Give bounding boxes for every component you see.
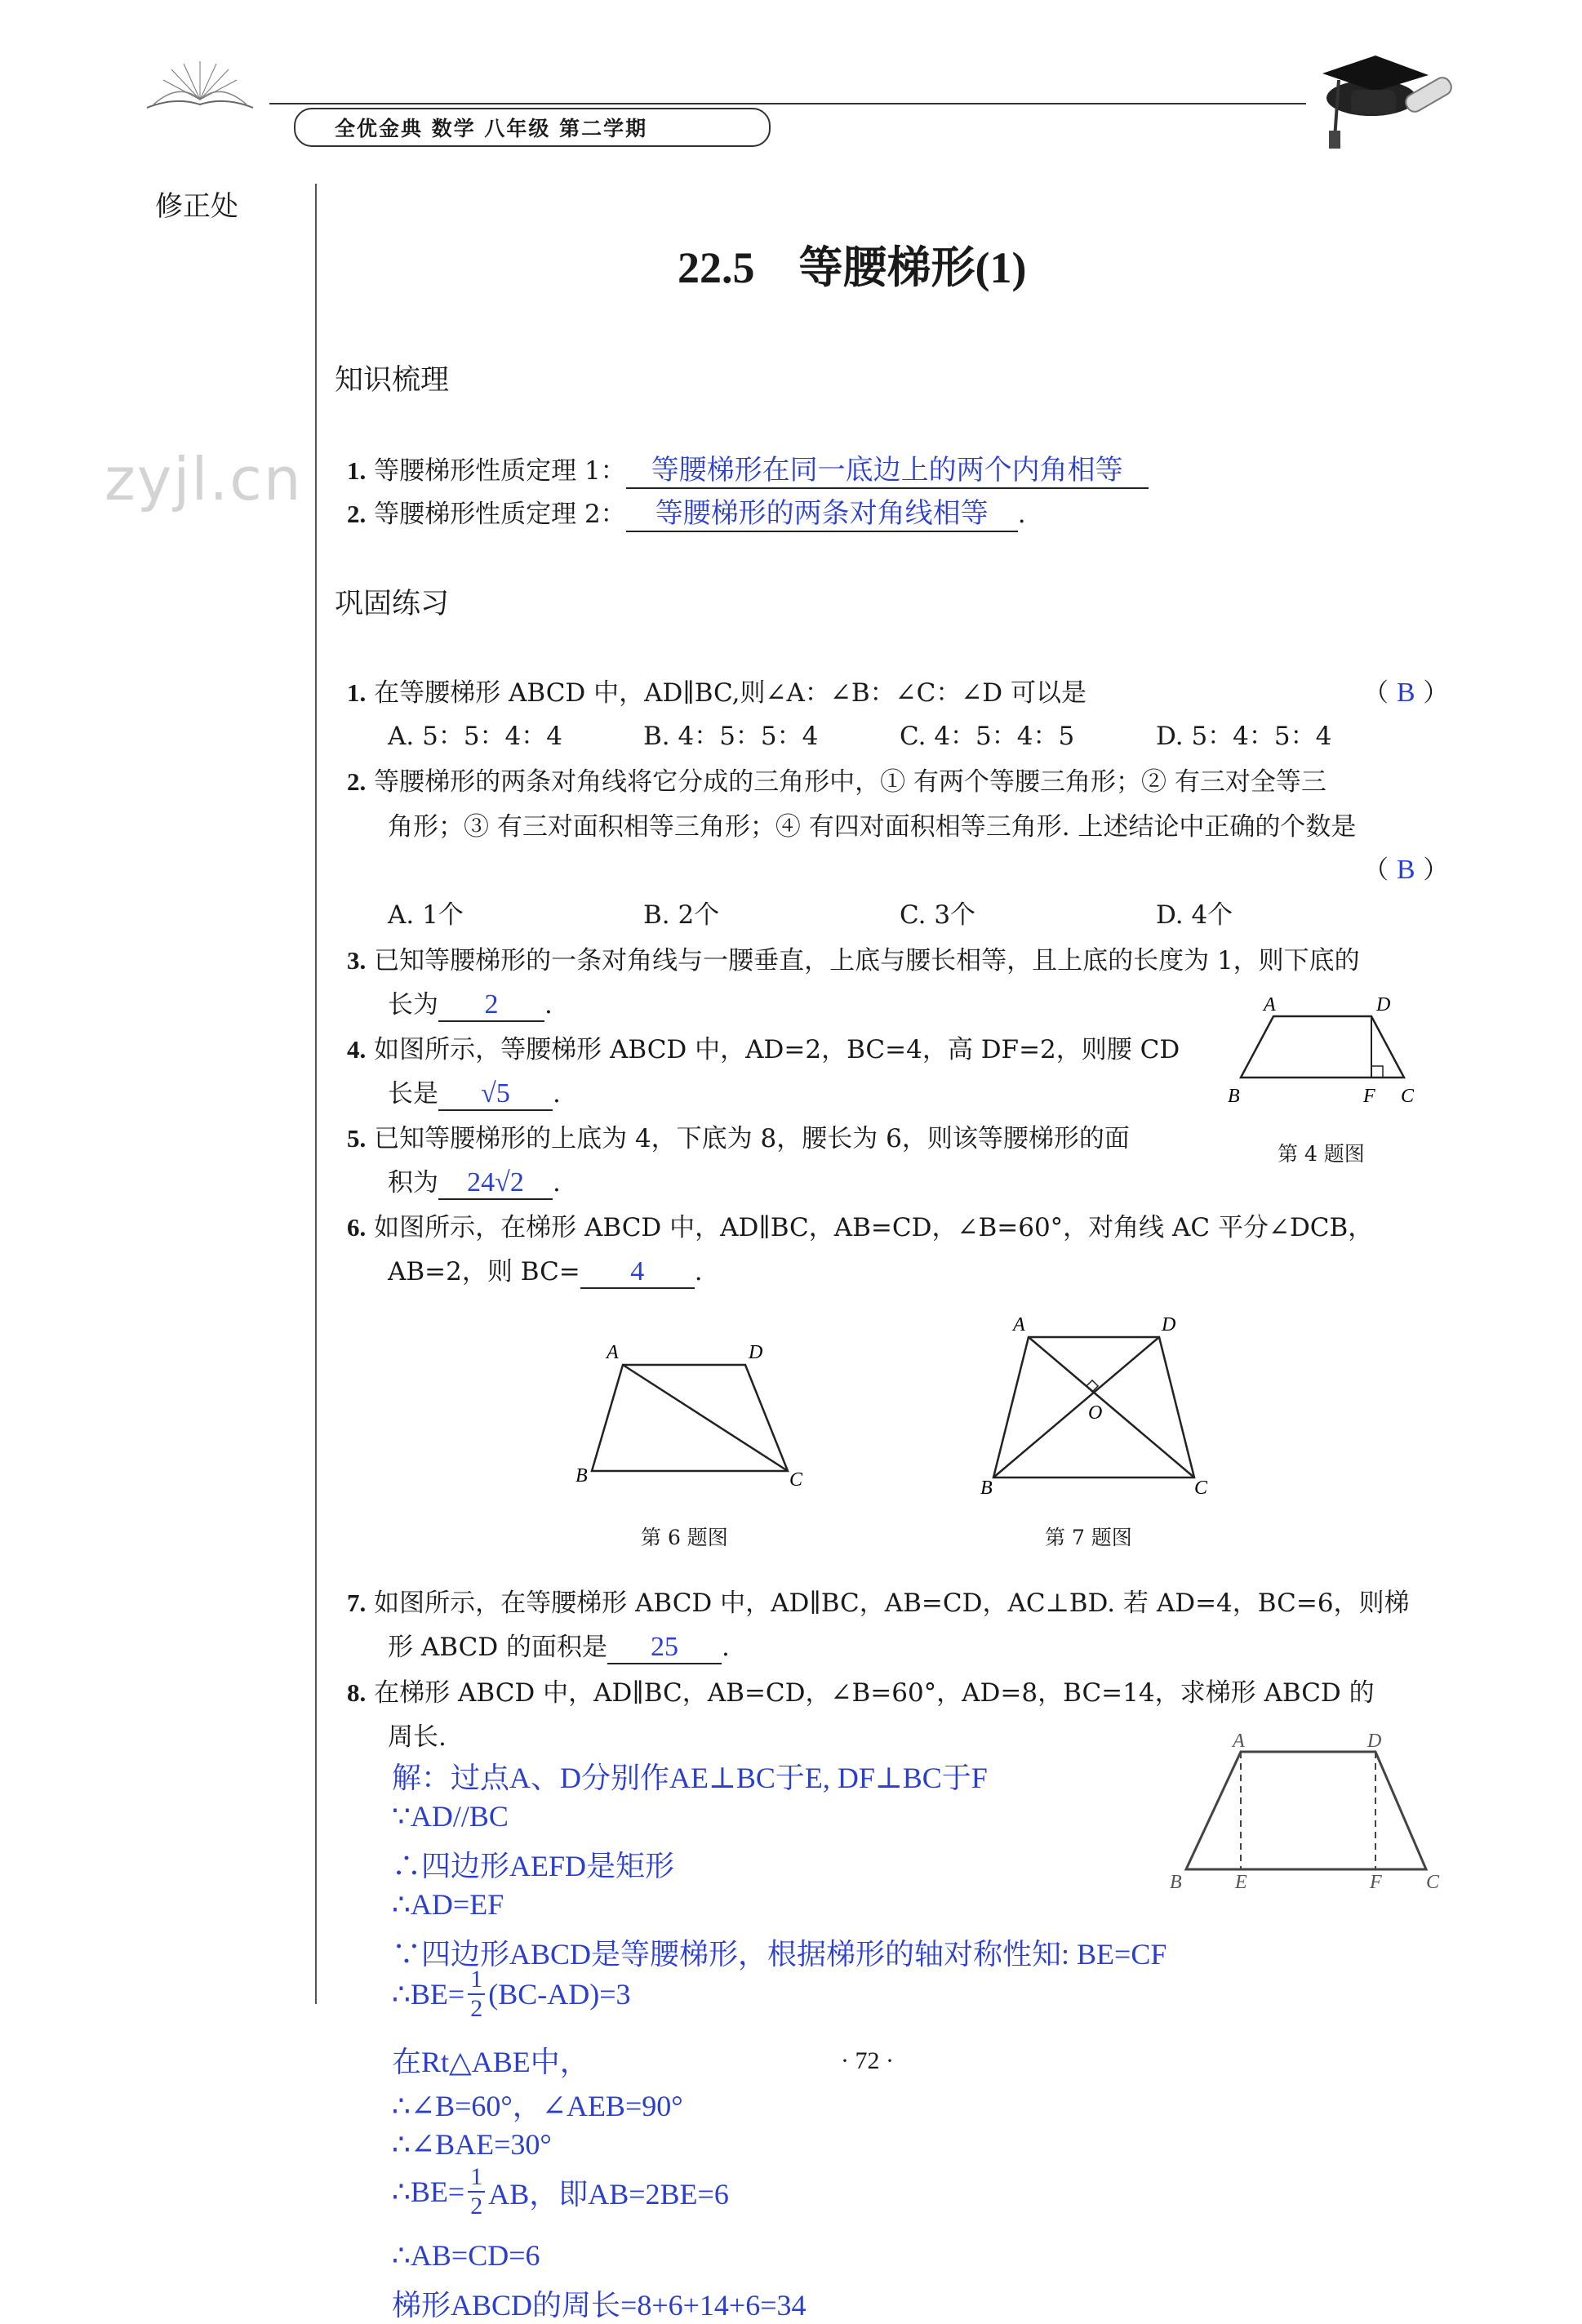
solution-line-5: ∵四边形ABCD是等腰梯形，根据梯形的轴对称性知: BE=CF bbox=[392, 1938, 1167, 1971]
fig7-label-b: B bbox=[980, 1477, 993, 1499]
q2-option-d: D. 4个 bbox=[1156, 900, 1233, 930]
fig8-label-c: C bbox=[1426, 1872, 1440, 1893]
solution-line-2: ∵AD//BC bbox=[392, 1800, 509, 1833]
fig8-label-a: A bbox=[1233, 1731, 1245, 1752]
page-number: · 72 · bbox=[841, 2047, 894, 2074]
section-practice: 巩固练习 bbox=[335, 588, 450, 620]
header-rule bbox=[269, 103, 1306, 104]
graduation-cap-icon bbox=[1314, 49, 1461, 155]
fig6-label-d: D bbox=[749, 1342, 763, 1363]
solution-line-4: ∴AD=EF bbox=[392, 1888, 504, 1921]
figure-7-trapezoid bbox=[975, 1306, 1237, 1502]
knowledge-item-1-text: 等腰梯形性质定理 1： bbox=[374, 456, 626, 486]
q1-option-d: D. 5：4：5：4 bbox=[1156, 722, 1332, 751]
figure-4-caption: 第 4 题图 bbox=[1278, 1142, 1365, 1166]
knowledge-item-1-answer: 等腰梯形在同一底边上的两个内角相等 bbox=[651, 454, 1123, 487]
question-2-line-1: 2. 等腰梯形的两条对角线将它分成的三角形中，① 有两个等腰三角形；② 有三对全等三 bbox=[347, 767, 1326, 797]
figure-8-trapezoid bbox=[1163, 1729, 1482, 1917]
margin-divider bbox=[315, 184, 317, 2004]
question-7-line-2: 形 ABCD 的面积是 25 . bbox=[388, 1626, 730, 1664]
fig6-label-b: B bbox=[575, 1465, 588, 1486]
question-1: 1. 在等腰梯形 ABCD 中，AD∥BC,则∠A：∠B：∠C：∠D 可以是 bbox=[347, 678, 1087, 708]
solution-line-1: 解：过点A、D分别作AE⊥BC于E, DF⊥BC于F bbox=[392, 1762, 988, 1794]
fig7-label-d: D bbox=[1162, 1314, 1176, 1335]
knowledge-item-1: 1. 等腰梯形性质定理 1： 等腰梯形在同一底边上的两个内角相等 bbox=[347, 447, 1149, 489]
question-2-line-2: 角形；③ 有三对面积相等三角形；④ 有四对面积相等三角形. 上述结论中正确的个数是 bbox=[388, 812, 1357, 842]
fig7-label-a: A bbox=[1013, 1314, 1025, 1335]
section-knowledge: 知识梳理 bbox=[335, 364, 450, 397]
solution-line-9: ∴∠BAE=30° bbox=[392, 2128, 552, 2161]
question-6-line-2: AB=2，则 BC= 4 . bbox=[388, 1251, 703, 1289]
watermark: zyjl.cn bbox=[104, 445, 303, 513]
figure-6-trapezoid bbox=[567, 1331, 829, 1494]
knowledge-item-2-text: 等腰梯形性质定理 2： bbox=[374, 500, 626, 529]
fig4-label-c: C bbox=[1401, 1086, 1415, 1107]
question-5-line-1: 5. 已知等腰梯形的上底为 4，下底为 8，腰长为 6，则该等腰梯形的面 bbox=[347, 1124, 1130, 1153]
fraction-one-half-2: $\frac{1}{2}$ bbox=[468, 2165, 485, 2219]
question-6-line-1: 6. 如图所示，在梯形 ABCD 中，AD∥BC，AB=CD，∠B=60°，对角线 AC 平分∠DCB， bbox=[347, 1213, 1374, 1242]
margin-label: 修正处 bbox=[155, 190, 238, 223]
fig8-label-b: B bbox=[1170, 1872, 1182, 1893]
question-8-line-2: 周长. bbox=[388, 1722, 447, 1752]
book-icon bbox=[139, 57, 261, 118]
q1-option-b: B. 4：5：5：4 bbox=[643, 722, 819, 751]
solution-line-8: ∴∠B=60°，∠AEB=90° bbox=[392, 2090, 683, 2122]
q1-option-c: C. 4：5：4：5 bbox=[900, 722, 1075, 751]
solution-line-7: 在Rt△ABE中， bbox=[392, 2046, 589, 2078]
question-3-line-2: 长为 2 . bbox=[388, 984, 553, 1022]
fig8-label-e: E bbox=[1235, 1872, 1247, 1893]
fig4-label-d: D bbox=[1376, 994, 1391, 1015]
page-title: 22.5 等腰梯形(1) bbox=[678, 243, 1027, 292]
q2-option-c: C. 3个 bbox=[900, 900, 976, 930]
q1-option-a: A. 5：5：4：4 bbox=[388, 722, 562, 751]
question-7-line-1: 7. 如图所示，在等腰梯形 ABCD 中，AD∥BC，AB=CD，AC⊥BD. 若 AD=4，BC=6，则梯 bbox=[347, 1589, 1410, 1618]
solution-line-6: ∴BE= $\frac{1}{2}$ (BC-AD)=3 bbox=[392, 1966, 631, 2022]
question-3-line-1: 3. 已知等腰梯形的一条对角线与一腰垂直，上底与腰长相等，且上底的长度为 1，则下底的 bbox=[347, 946, 1360, 975]
solution-line-10: ∴BE= $\frac{1}{2}$ AB，即AB=2BE=6 bbox=[392, 2163, 729, 2220]
knowledge-item-2-answer: 等腰梯形的两条对角线相等 bbox=[655, 497, 989, 530]
solution-line-3: ∴四边形AEFD是矩形 bbox=[392, 1850, 675, 1882]
fig6-label-a: A bbox=[607, 1342, 619, 1363]
fig4-label-b: B bbox=[1228, 1086, 1240, 1107]
question-4-line-1: 4. 如图所示，等腰梯形 ABCD 中，AD=2，BC=4，高 DF=2，则腰 CD bbox=[347, 1035, 1180, 1064]
q2-option-a: A. 1个 bbox=[388, 900, 464, 930]
fig8-label-f: F bbox=[1370, 1872, 1382, 1893]
question-4-line-2: 长是 √5 . bbox=[388, 1073, 561, 1111]
fig6-label-c: C bbox=[789, 1469, 803, 1491]
figure-4-trapezoid bbox=[1216, 988, 1429, 1126]
figure-7-caption: 第 7 题图 bbox=[1045, 1526, 1132, 1549]
question-2-answer-bracket: （ B ） bbox=[1363, 855, 1449, 885]
question-8-line-1: 8. 在梯形 ABCD 中，AD∥BC，AB=CD，∠B=60°，AD=8，BC=14，求梯形 ABCD 的 bbox=[347, 1678, 1375, 1708]
solution-line-11: ∴AB=CD=6 bbox=[392, 2239, 540, 2272]
fig7-label-o: O bbox=[1088, 1402, 1103, 1424]
figure-6-caption: 第 6 题图 bbox=[641, 1526, 728, 1549]
solution-line-12: 梯形ABCD的周长=8+6+14+6=34 bbox=[392, 2289, 807, 2322]
knowledge-item-2: 2. 等腰梯形性质定理 2： 等腰梯形的两条对角线相等 . bbox=[347, 491, 1026, 532]
fig8-label-d: D bbox=[1367, 1731, 1382, 1752]
question-5-line-2: 积为 24√2 . bbox=[388, 1162, 561, 1200]
fig4-label-a: A bbox=[1264, 994, 1276, 1015]
question-1-answer-bracket: （ B ） bbox=[1363, 678, 1449, 708]
fig7-label-c: C bbox=[1194, 1477, 1208, 1499]
fig4-label-f: F bbox=[1363, 1086, 1375, 1107]
fraction-one-half: $\frac{1}{2}$ bbox=[468, 1967, 485, 2021]
header-book-title: 全优金典 数学 八年级 第二学期 bbox=[335, 117, 648, 140]
q2-option-b: B. 2个 bbox=[643, 900, 720, 930]
